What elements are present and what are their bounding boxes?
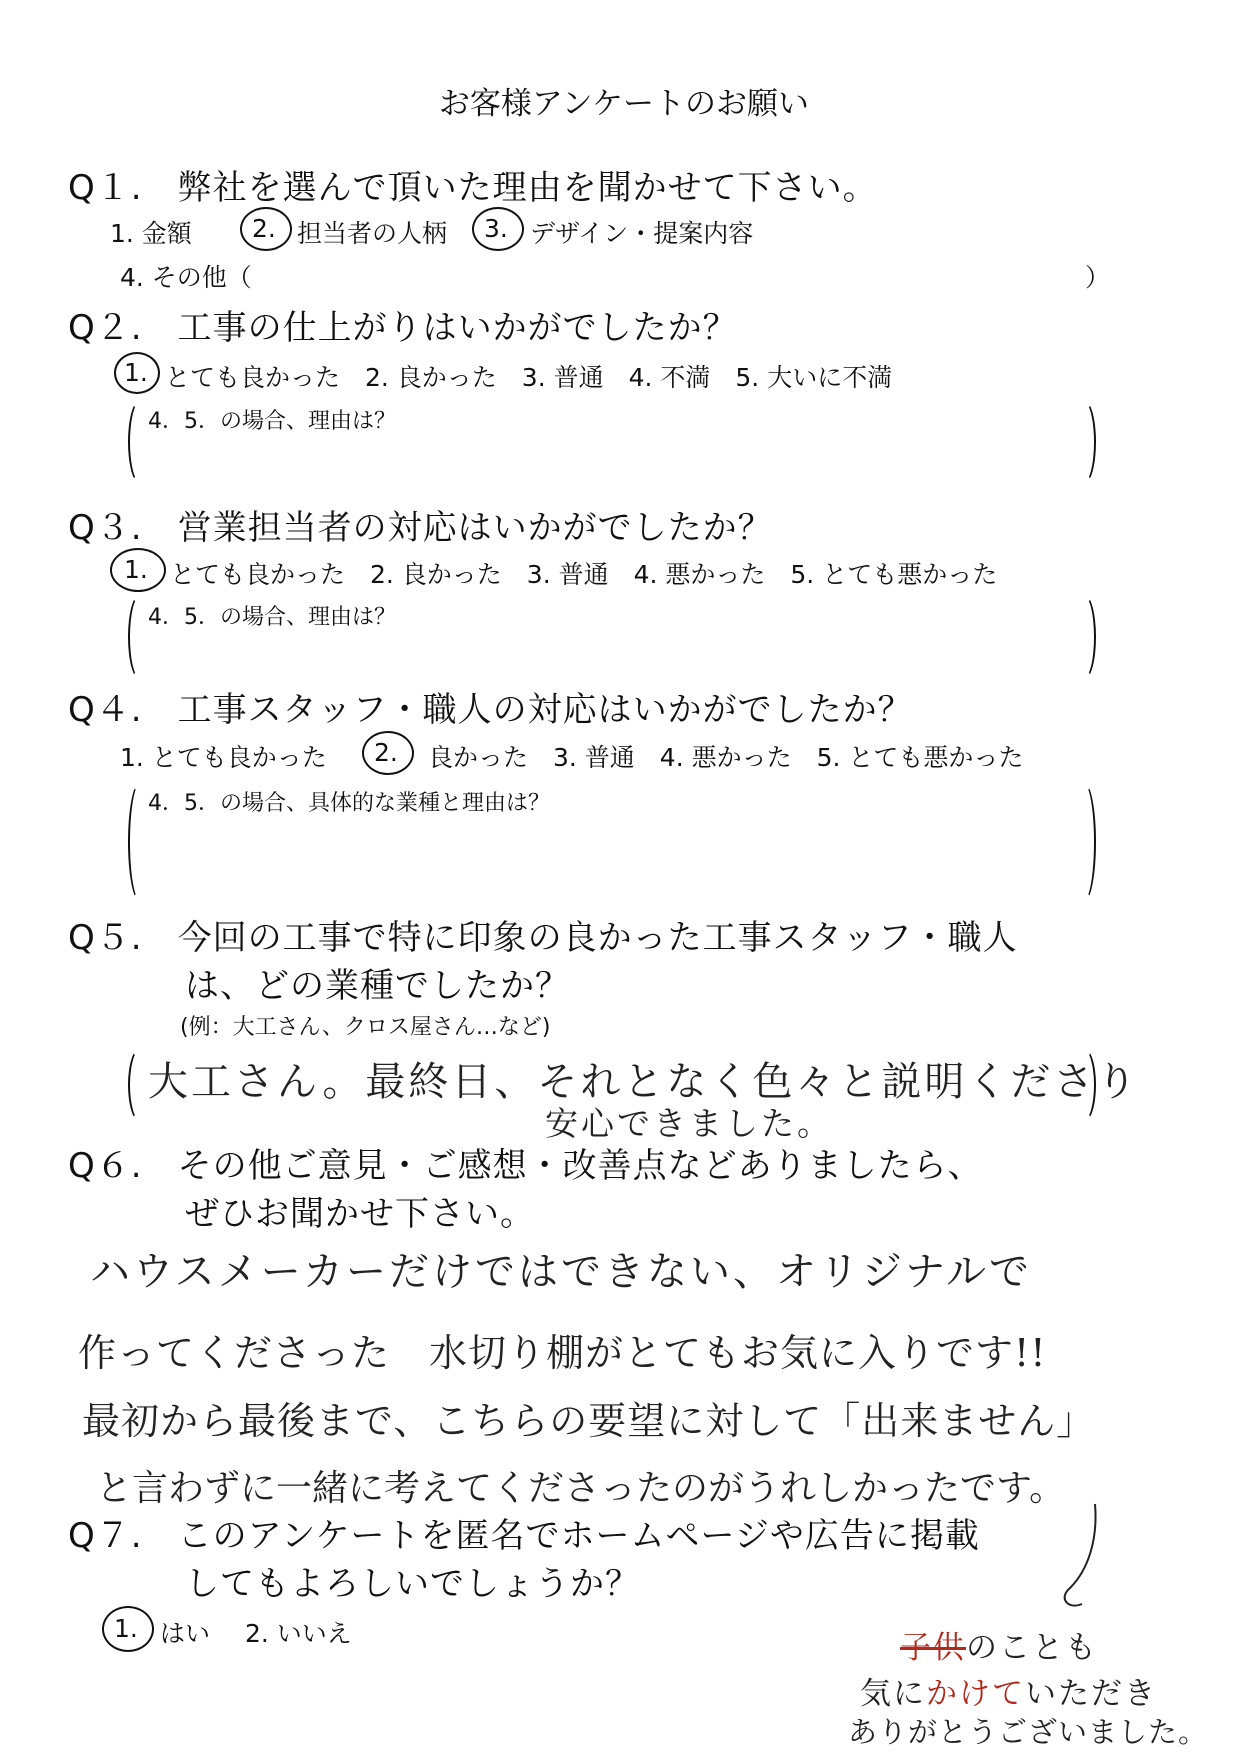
q4-option-2-number: 2. — [374, 738, 398, 767]
q7-option-1-label: はい — [160, 1619, 211, 1648]
q5-answer-line1: 大工さん。最終日、それとなく色々と説明くださり — [148, 1059, 1140, 1105]
q2-reason-label: 4．5．の場合、理由は？ — [148, 409, 396, 434]
q6-question-line1: Q６. その他ご意見・ご感想・改善点などありましたら、 — [68, 1146, 983, 1186]
q5-answer-line2: 安心できました。 — [545, 1104, 833, 1143]
q5-question-line1: Q５. 今回の工事で特に印象の良かった工事スタッフ・職人 — [68, 918, 1018, 958]
page-title: お客様アンケートのお願い — [438, 86, 810, 122]
q6-answer-line1: ハウスメーカーだけではできない、オリジナルで — [90, 1249, 1032, 1295]
q1-question: Q１. 弊社を選んで頂いた理由を聞かせて下さい。 — [68, 168, 878, 208]
q1-option-2-number: 2. — [252, 214, 276, 243]
handwritten-note-red-word-2: かけて — [926, 1676, 1025, 1712]
q5-question-line2: は、どの業種でしたか？ — [185, 966, 570, 1006]
q4-option-1: 1. とても良かった — [120, 743, 327, 772]
q1-option-2-label: 担当者の人柄 — [297, 219, 448, 248]
q5-answer-close-paren — [1072, 1048, 1096, 1122]
q4-options-rest: 良かった 3. 普通 4. 悪かった 5. とても悪かった — [428, 743, 1024, 772]
q1-option-3-label: デザイン・提案内容 — [530, 219, 754, 248]
q6-answer-line2: 作ってくださった 水切り棚がとてもお気に入りです!! — [78, 1331, 1047, 1375]
q1-option-4-close: ） — [1085, 263, 1111, 292]
q3-option-1-number: 1. — [124, 555, 148, 584]
handwritten-connector-stroke — [1040, 1500, 1130, 1620]
q2-question: Q２. 工事の仕上がりはいかがでしたか？ — [68, 308, 738, 348]
handwritten-note-line1 — [900, 1622, 1098, 1667]
handwritten-note-black-1: のことも — [966, 1630, 1098, 1666]
handwritten-note-red-word-1: 子供 — [900, 1630, 966, 1666]
q4-reason-close-paren — [1072, 782, 1096, 902]
handwritten-note-line3: ありがとうございました。 — [848, 1715, 1209, 1749]
q7-option-2: 2. いいえ — [245, 1619, 352, 1648]
handwritten-note-black-2a: 気に — [860, 1676, 926, 1712]
q1-option-3-number: 3. — [484, 214, 508, 243]
q1-option-4: 4. その他（ — [120, 263, 252, 292]
q4-question: Q４. 工事スタッフ・職人の対応はいかがでしたか？ — [68, 690, 913, 730]
q5-example: (例：大工さん、クロス屋さん…など) — [180, 1015, 551, 1040]
q1-option-1: 1. 金額 — [110, 219, 192, 248]
handwritten-note-line2 — [860, 1668, 1157, 1713]
q7-option-1-number: 1. — [114, 1614, 138, 1643]
q6-answer-line4: と言わずに一緒に考えてくださったのがうれしかったです。 — [96, 1468, 1066, 1509]
q3-question: Q３. 営業担当者の対応はいかがでしたか？ — [68, 508, 773, 548]
q6-answer-line3: 最初から最後まで、こちらの要望に対して「出来ません」 — [82, 1399, 1096, 1443]
q7-question-line1: Q７. このアンケートを匿名でホームページや広告に掲載 — [68, 1516, 980, 1556]
q3-reason-label: 4．5．の場合、理由は？ — [148, 605, 396, 630]
q2-option-1-number: 1. — [124, 358, 148, 387]
q3-reason-close-paren — [1072, 594, 1096, 680]
q3-options: とても良かった 2. 良かった 3. 普通 4. 悪かった 5. とても悪かった — [170, 560, 998, 589]
q4-reason-label: 4．5．の場合、具体的な業種と理由は？ — [148, 791, 550, 816]
q7-question-line2: してもよろしいでしょうか？ — [185, 1564, 640, 1604]
q2-options: とても良かった 2. 良かった 3. 普通 4. 不満 5. 大いに不満 — [165, 363, 893, 392]
q6-question-line2: ぜひお聞かせ下さい。 — [185, 1194, 535, 1234]
handwritten-note-black-2b: いただき — [1025, 1676, 1157, 1712]
q2-reason-close-paren — [1072, 400, 1096, 484]
